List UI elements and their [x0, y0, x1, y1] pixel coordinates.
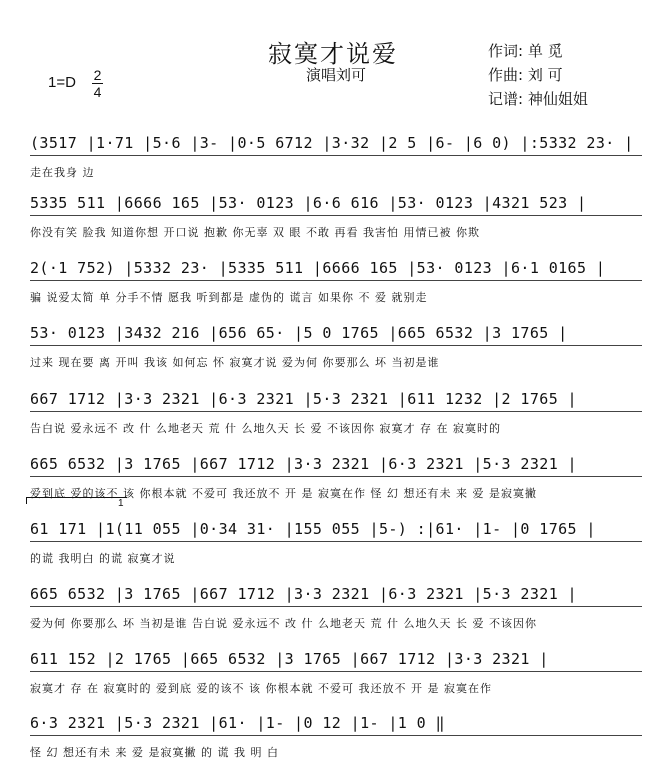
- lyrics-line: 过来 现在要 离 开叫 我该 如何忘 怀 寂寞才说 爱为何 你要那么 坏 当初是谁: [30, 356, 440, 369]
- time-signature-bottom: 4: [93, 84, 102, 100]
- notation-line: 667 1712 |3·3 2321 |6·3 2321 |5·3 2321 |611 1232 |2 1765 |: [30, 390, 577, 408]
- beam-underline: [30, 215, 642, 216]
- notation-line: 611 152 |2 1765 |665 6532 |3 1765 |667 1712 |3·3 2321 |: [30, 650, 549, 668]
- beam-underline: [30, 411, 642, 412]
- lyricist-credit: 作词: 单 觅: [488, 42, 563, 60]
- score-row: [30, 182, 642, 246]
- notation-line: 61 171 |1(11 055 |0·34 31· |155 055 |5-) :|61· |1- |0 1765 |: [30, 520, 596, 538]
- score-row: [30, 378, 642, 442]
- composer-credit: 作曲: 刘 可: [488, 66, 563, 84]
- time-signature: [92, 68, 103, 99]
- time-signature-top: 2: [93, 67, 102, 83]
- notation-line: 6·3 2321 |5·3 2321 |61· |1- |0 12 |1- |1 0 ‖: [30, 714, 445, 732]
- score-row: [30, 508, 642, 572]
- beam-underline: [30, 671, 642, 672]
- lyrics-line: 走在我身 边: [30, 166, 95, 179]
- first-ending-bracket: [26, 497, 127, 504]
- score-row: [30, 247, 642, 311]
- lyrics-line: 爱到底 爱的该不 该 你根本就 不爱可 我还放不 开 是 寂寞在作 怪 幻 想还有未 来 爱 是寂寞撇: [30, 487, 537, 500]
- beam-underline: [30, 541, 642, 542]
- notation-line: 53· 0123 |3432 216 |656 65· |5 0 1765 |665 6532 |3 1765 |: [30, 324, 568, 342]
- score-row: [30, 638, 642, 702]
- beam-underline: [30, 606, 642, 607]
- first-ending-number: 1: [118, 498, 124, 509]
- score-row: [30, 573, 642, 637]
- song-title: 寂寞才说爱: [268, 40, 398, 68]
- key-signature: 1=D: [48, 74, 76, 91]
- beam-underline: [30, 155, 642, 156]
- lyrics-line: 爱为何 你要那么 坏 当初是谁 告白说 爱永远不 改 什 么地老天 荒 什 么地久天 长 爱 不该因你: [30, 617, 537, 630]
- transcriber-credit: 记谱: 神仙姐姐: [488, 90, 588, 108]
- lyrics-line: 的谎 我明白 的谎 寂寞才说: [30, 552, 176, 565]
- beam-underline: [30, 735, 642, 736]
- beam-underline: [30, 476, 642, 477]
- lyrics-line: 你没有笑 脸我 知道你想 开口说 抱歉 你无辜 双 眼 不敢 再看 我害怕 用情已被 你欺: [30, 226, 480, 239]
- lyrics-line: 寂寞才 存 在 寂寞时的 爱到底 爱的该不 该 你根本就 不爱可 我还放不 开 是 寂寞在作: [30, 682, 492, 695]
- lyrics-line: 骗 说爱太简 单 分手不情 愿我 听到都是 虚伪的 谎言 如果你 不 爱 就别走: [30, 291, 428, 304]
- score-row: [30, 702, 642, 766]
- lyrics-line: 怪 幻 想还有未 来 爱 是寂寞撇 的 谎 我 明 白: [30, 746, 279, 759]
- notation-line: 665 6532 |3 1765 |667 1712 |3·3 2321 |6·3 2321 |5·3 2321 |: [30, 455, 577, 473]
- score-row: [30, 122, 642, 186]
- score-row: [30, 312, 642, 376]
- notation-line: 5335 511 |6666 165 |53· 0123 |6·6 616 |53· 0123 |4321 523 |: [30, 194, 587, 212]
- notation-line: 2(·1 752) |5332 23· |5335 511 |6666 165 |53· 0123 |6·1 0165 |: [30, 259, 606, 277]
- lyrics-line: 告白说 爱永远不 改 什 么地老天 荒 什 么地久天 长 爱 不该因你 寂寞才 存 在 寂寞时的: [30, 422, 501, 435]
- beam-underline: [30, 345, 642, 346]
- beam-underline: [30, 280, 642, 281]
- singer-credit: 演唱刘可: [306, 66, 367, 84]
- notation-line: 665 6532 |3 1765 |667 1712 |3·3 2321 |6·3 2321 |5·3 2321 |: [30, 585, 577, 603]
- notation-line: (3517 |1·71 |5·6 |3- |0·5 6712 |3·32 |2 5 |6- |6 0) |:5332 23· |: [30, 134, 634, 152]
